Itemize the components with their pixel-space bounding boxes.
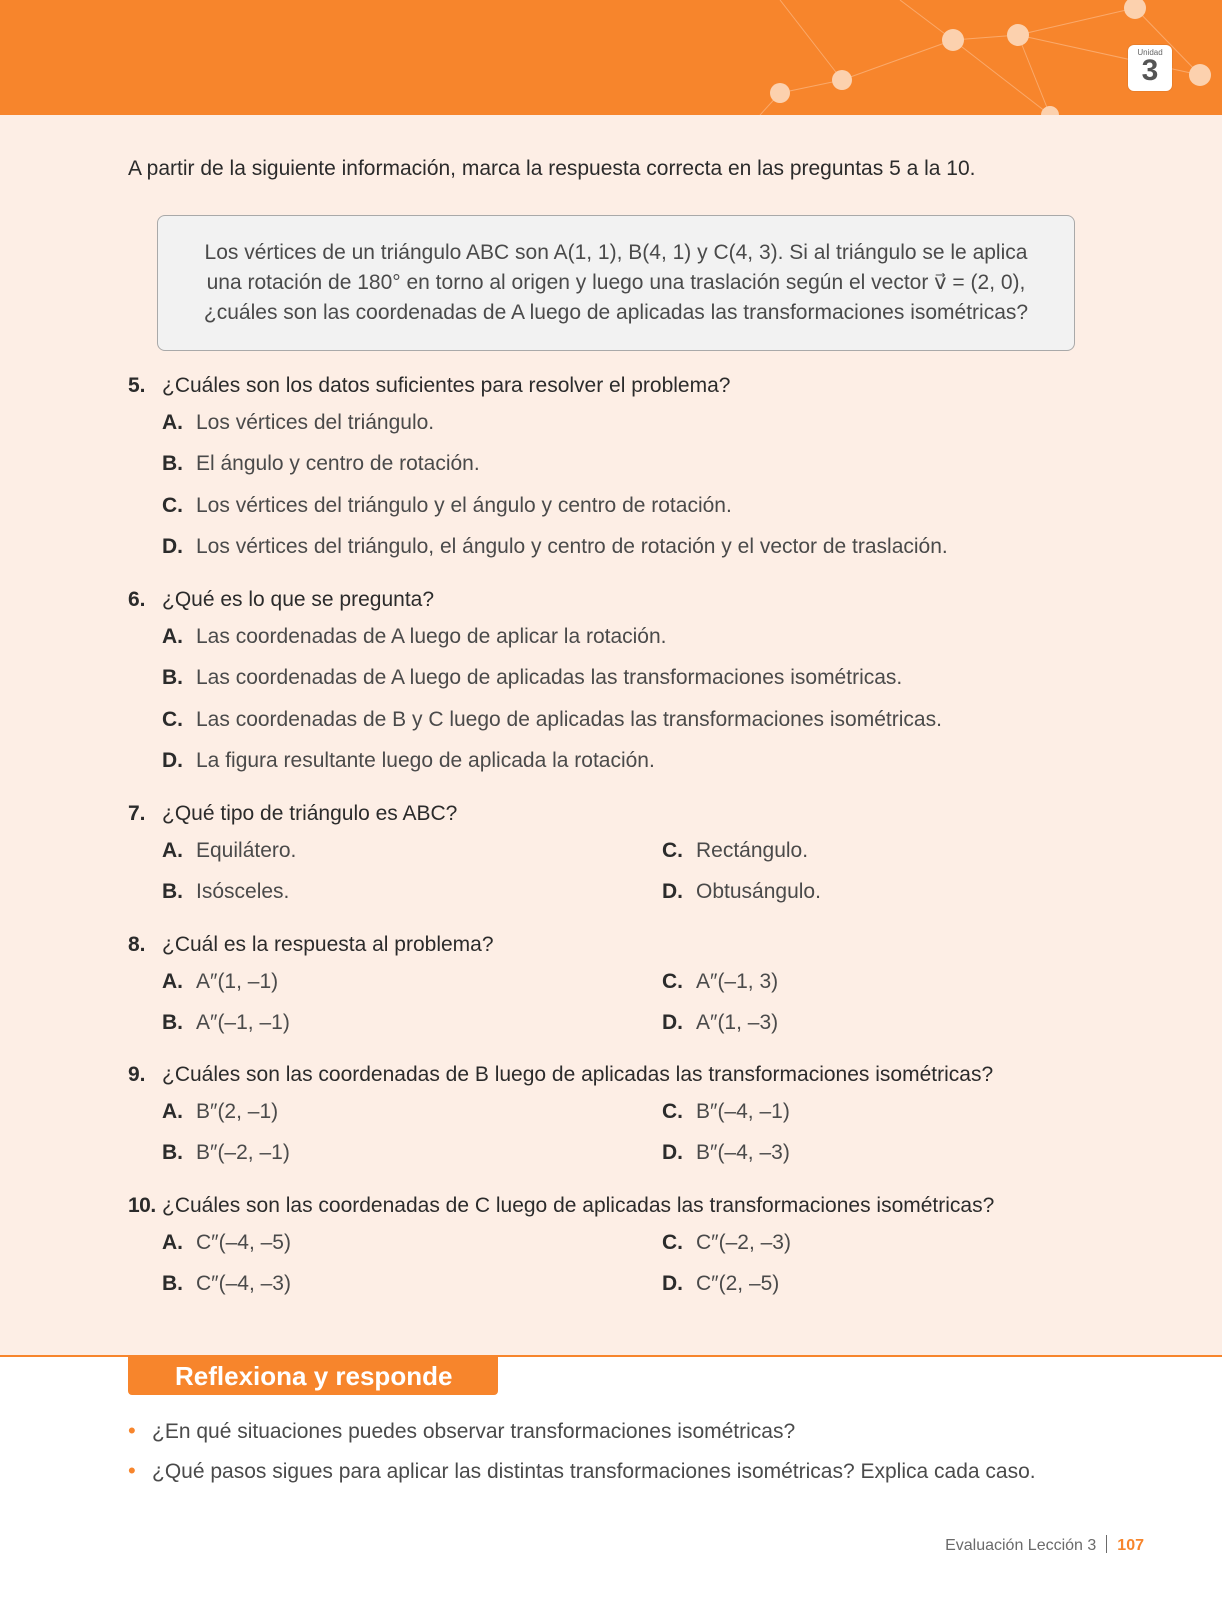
option-text: Los vértices del triángulo y el ángulo y centro de rotación. (196, 494, 732, 517)
question-5 (128, 371, 1128, 571)
option-a[interactable] (162, 1097, 278, 1127)
option-d[interactable] (162, 746, 655, 776)
question-10 (128, 1191, 1128, 1311)
bullet-icon: • (128, 1458, 136, 1483)
option-c[interactable] (662, 1097, 790, 1127)
option-d[interactable] (662, 1008, 778, 1038)
option-letter: A. (162, 970, 183, 993)
option-text: A″(–1, 3) (696, 970, 779, 993)
question-title (128, 1191, 1128, 1221)
option-a[interactable] (162, 622, 667, 652)
option-text: El ángulo y centro de rotación. (196, 452, 480, 475)
question-text: ¿Cuáles son las coordenadas de C luego de aplicadas las transformaciones isométricas? (162, 1194, 995, 1217)
option-text: Equilátero. (196, 839, 297, 862)
reflect-heading: Reflexiona y responde (128, 1357, 498, 1395)
option-letter: D. (162, 535, 183, 558)
question-number: 5. (128, 374, 146, 397)
option-letter: A. (162, 1231, 183, 1254)
option-d[interactable] (662, 877, 821, 907)
option-letter: A. (162, 1100, 183, 1123)
option-letter: C. (162, 708, 183, 731)
option-text: C″(–4, –3) (196, 1272, 291, 1295)
header-band (0, 0, 1222, 115)
option-text: Rectángulo. (696, 839, 809, 862)
option-text: B″(–4, –1) (696, 1100, 790, 1123)
question-number: 7. (128, 802, 146, 825)
option-c[interactable] (162, 705, 942, 735)
option-letter: A. (162, 625, 183, 648)
option-letter: B. (162, 1272, 183, 1295)
content-area (0, 115, 1222, 1355)
question-title (128, 585, 1128, 615)
option-b[interactable] (162, 663, 902, 693)
option-text: C″(–2, –3) (696, 1231, 791, 1254)
option-text: Los vértices del triángulo, el ángulo y centro de rotación y el vector de traslación. (196, 535, 948, 558)
question-text: ¿Cuáles son los datos suficientes para resolver el problema? (162, 374, 731, 397)
option-a[interactable] (162, 967, 278, 997)
option-c[interactable] (662, 967, 778, 997)
question-number: 6. (128, 588, 146, 611)
option-text: B″(2, –1) (196, 1100, 279, 1123)
option-letter: B. (162, 452, 183, 475)
problem-line-1: Los vértices de un triángulo ABC son A(1, 1), B(4, 1) y C(4, 3). Si al triángulo se le aplica (204, 241, 1028, 264)
option-d[interactable] (662, 1269, 779, 1299)
page-footer (945, 1535, 1144, 1555)
option-text: Las coordenadas de A luego de aplicar la rotación. (196, 625, 667, 648)
footer-separator (1106, 1535, 1107, 1553)
option-letter: C. (162, 494, 183, 517)
bullet-text: ¿En qué situaciones puedes observar transformaciones isométricas? (152, 1420, 796, 1443)
bullet-text: ¿Qué pasos sigues para aplicar las distintas transformaciones isométricas? Explica cada caso. (152, 1460, 1036, 1483)
question-9 (128, 1060, 1128, 1180)
option-b[interactable] (162, 1008, 290, 1038)
problem-statement-box (157, 215, 1075, 351)
question-title (128, 930, 1128, 960)
option-a[interactable] (162, 836, 296, 866)
option-text: B″(–2, –1) (196, 1141, 290, 1164)
question-number: 8. (128, 933, 146, 956)
option-letter: B. (162, 1011, 183, 1034)
problem-line-2: una rotación de 180° en torno al origen y luego una traslación según el vector v⃗ = (2, 0), (206, 271, 1026, 294)
option-text: A″(1, –1) (196, 970, 279, 993)
unit-number: 3 (1141, 54, 1159, 87)
option-a[interactable] (162, 408, 434, 438)
option-text: Las coordenadas de B y C luego de aplicadas las transformaciones isométricas. (196, 708, 942, 731)
option-b[interactable] (162, 449, 480, 479)
question-text: ¿Qué es lo que se pregunta? (162, 588, 435, 611)
unit-badge (1128, 45, 1172, 91)
question-number: 10. (128, 1194, 156, 1217)
option-text: La figura resultante luego de aplicada la rotación. (196, 749, 655, 772)
option-c[interactable] (662, 1228, 791, 1258)
option-letter: B. (162, 666, 183, 689)
option-letter: C. (662, 1100, 683, 1123)
question-title (128, 1060, 1128, 1090)
option-c[interactable] (662, 836, 808, 866)
option-letter: D. (662, 1011, 683, 1034)
option-letter: B. (162, 1141, 183, 1164)
option-d[interactable] (662, 1138, 790, 1168)
option-text: Los vértices del triángulo. (196, 411, 435, 434)
network-decoration (0, 0, 1222, 115)
question-8 (128, 930, 1128, 1050)
question-6 (128, 585, 1128, 785)
question-text: ¿Cuáles son las coordenadas de B luego de aplicadas las transformaciones isométricas? (162, 1063, 994, 1086)
question-title (128, 371, 1128, 401)
option-text: Las coordenadas de A luego de aplicadas las transformaciones isométricas. (196, 666, 903, 689)
intro-text: A partir de la siguiente información, marca la respuesta correcta en las preguntas 5 a la 10. (128, 157, 976, 180)
option-text: A″(1, –3) (696, 1011, 779, 1034)
reflect-bullet-2 (128, 1458, 1036, 1484)
option-letter: D. (662, 1272, 683, 1295)
question-text: ¿Cuál es la respuesta al problema? (162, 933, 494, 956)
option-text: C″(–4, –5) (196, 1231, 291, 1254)
unit-label: Unidad (1137, 48, 1163, 57)
question-7 (128, 799, 1128, 919)
option-c[interactable] (162, 491, 732, 521)
option-d[interactable] (162, 532, 948, 562)
question-text: ¿Qué tipo de triángulo es ABC? (162, 802, 458, 825)
option-b[interactable] (162, 1138, 290, 1168)
option-b[interactable] (162, 877, 289, 907)
option-text: C″(2, –5) (696, 1272, 780, 1295)
option-text: Isósceles. (196, 880, 290, 903)
bullet-icon: • (128, 1418, 136, 1443)
footer-label: Evaluación Lección 3 (945, 1537, 1097, 1554)
option-letter: D. (662, 880, 683, 903)
option-letter: A. (162, 839, 183, 862)
option-letter: D. (662, 1141, 683, 1164)
option-a[interactable] (162, 1228, 291, 1258)
option-text: Obtusángulo. (696, 880, 821, 903)
option-letter: C. (662, 970, 683, 993)
option-b[interactable] (162, 1269, 291, 1299)
option-text: B″(–4, –3) (696, 1141, 790, 1164)
option-letter: C. (662, 1231, 683, 1254)
option-text: A″(–1, –1) (196, 1011, 290, 1034)
problem-line-3: ¿cuáles son las coordenadas de A luego de aplicadas las transformaciones isométricas? (203, 301, 1029, 324)
option-letter: B. (162, 880, 183, 903)
question-title (128, 799, 1128, 829)
option-letter: D. (162, 749, 183, 772)
option-letter: A. (162, 411, 183, 434)
question-number: 9. (128, 1063, 146, 1086)
option-letter: C. (662, 839, 683, 862)
reflect-bullet-1 (128, 1418, 795, 1444)
page-number: 107 (1117, 1537, 1144, 1554)
